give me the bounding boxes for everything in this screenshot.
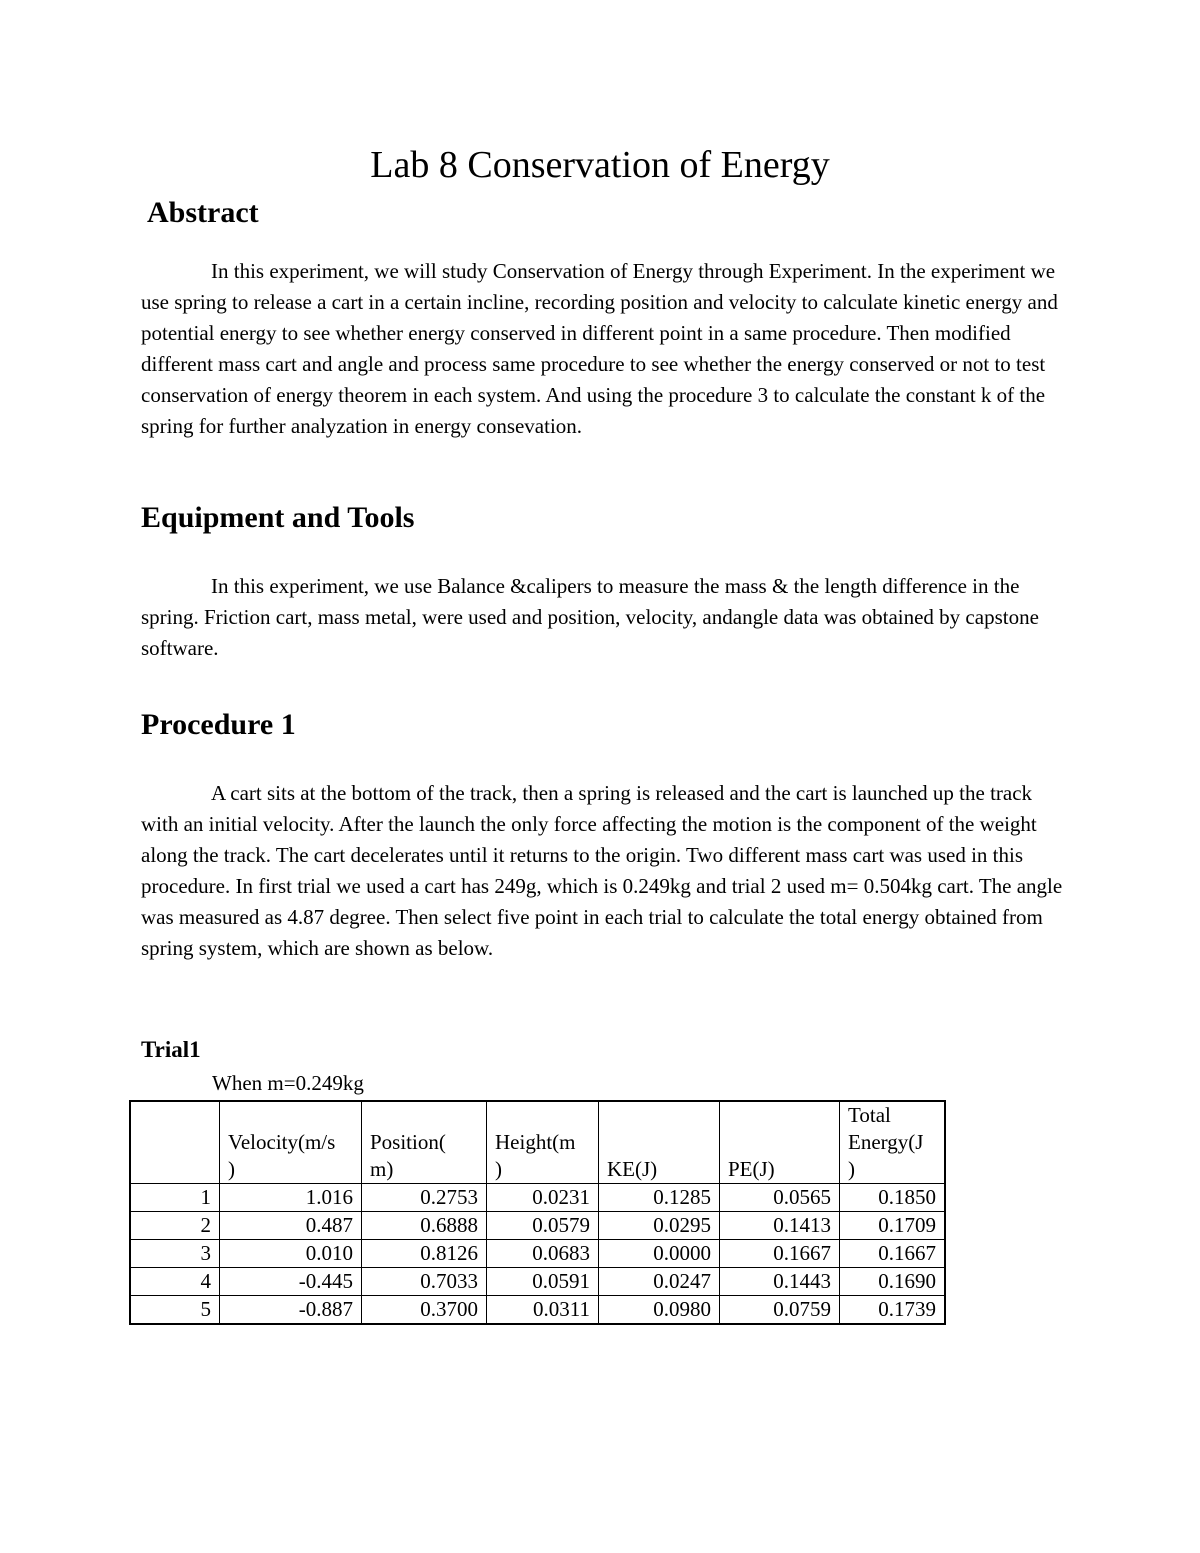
trial1-heading: Trial1 <box>141 1037 201 1062</box>
table-cell: 0.010 <box>220 1240 362 1268</box>
table-cell: 0.0980 <box>599 1296 720 1325</box>
table-body <box>130 1184 945 1325</box>
procedure1-paragraph <box>141 778 1066 964</box>
table-cell: 0.1739 <box>840 1296 946 1325</box>
table-row <box>130 1268 945 1296</box>
abstract-paragraph <box>141 256 1066 442</box>
table-cell: 0.6888 <box>362 1212 487 1240</box>
table-cell: 0.1667 <box>840 1240 946 1268</box>
table-row <box>130 1184 945 1212</box>
table-cell: -0.887 <box>220 1296 362 1325</box>
table-cell: 0.487 <box>220 1212 362 1240</box>
table-cell: 0.3700 <box>362 1296 487 1325</box>
trial1-table <box>129 1100 946 1325</box>
table-cell: 0.1667 <box>720 1240 840 1268</box>
table-cell: 1 <box>130 1184 220 1212</box>
table-cell: 0.0591 <box>487 1268 599 1296</box>
table-cell: 5 <box>130 1296 220 1325</box>
table-header-row <box>130 1101 945 1184</box>
table-cell: 0.0683 <box>487 1240 599 1268</box>
document-title: Lab 8 Conservation of Energy <box>370 144 830 186</box>
equipment-paragraph <box>141 571 1066 664</box>
abstract-heading: Abstract <box>147 196 259 229</box>
header-cell-total-energy: Total Energy(J ) <box>840 1101 946 1184</box>
table-cell: 0.0000 <box>599 1240 720 1268</box>
table-cell: 0.2753 <box>362 1184 487 1212</box>
table-cell: 0.0579 <box>487 1212 599 1240</box>
procedure1-text: A cart sits at the bottom of the track, then a spring is released and the cart is launched up the track with an initial velocity. After the launch the only force affecting the motion is the component of the weight along the track. The cart decelerates until it returns to the origin. Two different mass cart was used in this procedure. In first trial we used a cart has 249g, which is 0.249kg and trial 2 used m= 0.504kg cart. The angle was measured as 4.87 degree. Then select five point in each trial to calculate the total energy obtained from spring system, which are shown as below. <box>141 781 1063 960</box>
table-cell: 0.0247 <box>599 1268 720 1296</box>
table-cell: 3 <box>130 1240 220 1268</box>
table-cell: 0.0295 <box>599 1212 720 1240</box>
header-cell-index <box>130 1101 220 1184</box>
table-cell: 1.016 <box>220 1184 362 1212</box>
header-cell-ke: KE(J) <box>599 1101 720 1184</box>
table-row <box>130 1212 945 1240</box>
table-cell: 0.0759 <box>720 1296 840 1325</box>
header-cell-pe: PE(J) <box>720 1101 840 1184</box>
table-cell: 0.1690 <box>840 1268 946 1296</box>
table-cell: 0.8126 <box>362 1240 487 1268</box>
table-row <box>130 1296 945 1325</box>
table-cell: 0.1709 <box>840 1212 946 1240</box>
abstract-text: In this experiment, we will study Conservation of Energy through Experiment. In the experiment we use spring to release a cart in a certain incline, recording position and velocity to calculate kinetic energy and potential energy to see whether energy conserved in different point in a same procedure. Then modified different mass cart and angle and process same procedure to see whether the energy conserved or not to test conservation of energy theorem in each system. And using the procedure 3 to calculate the constant k of the spring for further analyzation in energy consevation. <box>141 259 1058 438</box>
trial1-mass-note: When m=0.249kg <box>212 1071 364 1095</box>
table-cell: 4 <box>130 1268 220 1296</box>
table-row <box>130 1240 945 1268</box>
table-cell: 0.0231 <box>487 1184 599 1212</box>
table-cell: 2 <box>130 1212 220 1240</box>
procedure1-heading: Procedure 1 <box>141 708 296 741</box>
table-cell: 0.1413 <box>720 1212 840 1240</box>
equipment-text: In this experiment, we use Balance &calipers to measure the mass & the length difference in the spring. Friction cart, mass metal, were used and position, velocity, andangle data was obtained by capstone software. <box>141 574 1039 660</box>
header-cell-position: Position( m) <box>362 1101 487 1184</box>
table-cell: -0.445 <box>220 1268 362 1296</box>
header-cell-velocity: Velocity(m/s ) <box>220 1101 362 1184</box>
table-cell: 0.1285 <box>599 1184 720 1212</box>
table-cell: 0.0311 <box>487 1296 599 1325</box>
header-cell-height: Height(m ) <box>487 1101 599 1184</box>
table-cell: 0.1850 <box>840 1184 946 1212</box>
table-cell: 0.0565 <box>720 1184 840 1212</box>
table-cell: 0.1443 <box>720 1268 840 1296</box>
table-cell: 0.7033 <box>362 1268 487 1296</box>
equipment-heading: Equipment and Tools <box>141 501 415 534</box>
